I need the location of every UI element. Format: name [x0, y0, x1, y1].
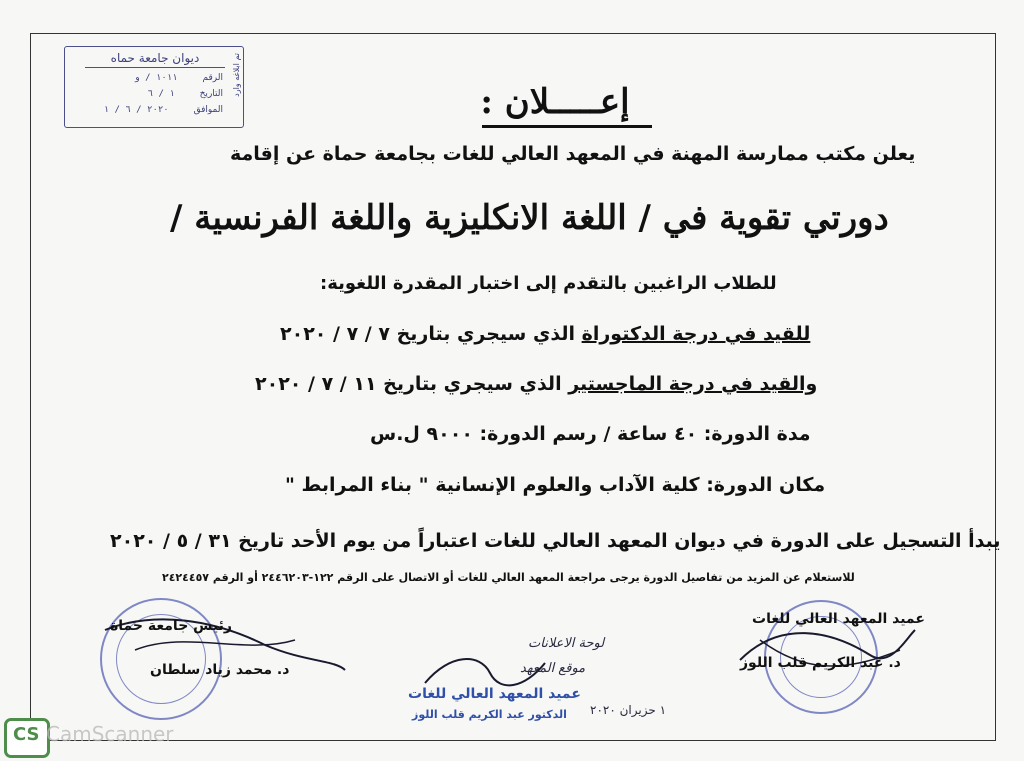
handwritten-date: ١ حزيران ٢٠٢٠ — [590, 703, 667, 717]
camscanner-logo-icon — [4, 718, 50, 758]
stamp-side-label: تم ابلاغه وارد — [232, 53, 241, 97]
stamp-agreed-value: ٢٠٢٠ / ٦ / ١ — [103, 105, 169, 115]
stamp-number-value: ١٠١١ / و — [134, 73, 178, 83]
dean-stamp-title: عميد المعهد العالي للغات — [408, 686, 581, 702]
course-title-line: دورتي تقوية في / اللغة الانكليزية واللغة الفرنسية / — [170, 198, 889, 238]
stamp-date-row — [148, 89, 223, 99]
handwritten-note-site: موقع المعهد — [520, 661, 586, 676]
masters-line — [255, 373, 817, 395]
stamp-title: ديوان جامعة حماه — [85, 51, 225, 68]
university-president-title: رئيس جامعة حماة — [110, 618, 232, 634]
stamp-agreed-row — [104, 105, 223, 115]
masters-date: الذي سيجري بتاريخ ١١ / ٧ / ٢٠٢٠ — [255, 373, 562, 395]
duration-fee-line: مدة الدورة: ٤٠ ساعة / رسم الدورة: ٩٠٠٠ ل.س — [370, 423, 811, 445]
contact-line: للاستعلام عن المزيد من تفاصيل الدورة يرجى مراجعة المعهد العالي للغات أو الاتصال على الرقم ١٢٢-٢٤٤٦٢٠٣ أو الرقم ٢٤٢٤٤٥٧ — [162, 571, 855, 584]
intro-line: يعلن مكتب ممارسة المهنة في المعهد العالي للغات بجامعة حماة عن إقامة — [230, 143, 916, 165]
stamp-number-row — [134, 73, 223, 83]
stamp-date-value: ١ / ٦ — [147, 89, 175, 99]
audience-line: للطلاب الراغبين بالتقدم إلى اختبار المقدرة اللغوية: — [320, 273, 777, 294]
camscanner-logo-text: CS — [13, 724, 40, 745]
stamp-agreed-label: الموافق — [193, 105, 223, 115]
doctorate-line — [280, 323, 810, 345]
location-line: مكان الدورة: كلية الآداب والعلوم الإنسانية " بناء المرابط " — [285, 474, 826, 496]
dean-stamp-name: الدكتور عبد الكريم قلب اللوز — [412, 708, 567, 721]
institute-dean-name: د. عبد الكريم قلب اللوز — [740, 655, 901, 671]
doctorate-label: للقيد في درجة الدكتوراة — [581, 323, 811, 345]
left-signature-scribble — [95, 600, 355, 700]
handwritten-note-board: لوحة الاعلانات — [528, 636, 605, 651]
doctorate-date: الذي سيجري بتاريخ ٧ / ٧ / ٢٠٢٠ — [280, 323, 575, 345]
masters-label: والقيد في درجة الماجستير — [568, 373, 818, 395]
announcement-title: إعـــــلان : — [480, 82, 630, 122]
title-underline — [482, 125, 652, 128]
registry-stamp — [64, 46, 244, 128]
stamp-date-label: التاريخ — [199, 89, 223, 99]
registration-line: يبدأ التسجيل على الدورة في ديوان المعهد العالي للغات اعتباراً من يوم الأحد تاريخ ٣١ / ٥ / ٢٠٢٠ — [110, 530, 1001, 552]
institute-dean-title: عميد المعهد العالي للغات — [752, 611, 925, 627]
university-president-name: د. محمد زياد سلطان — [150, 662, 290, 678]
stamp-number-label: الرقم — [202, 73, 223, 83]
camscanner-watermark: CamScanner — [46, 722, 174, 746]
